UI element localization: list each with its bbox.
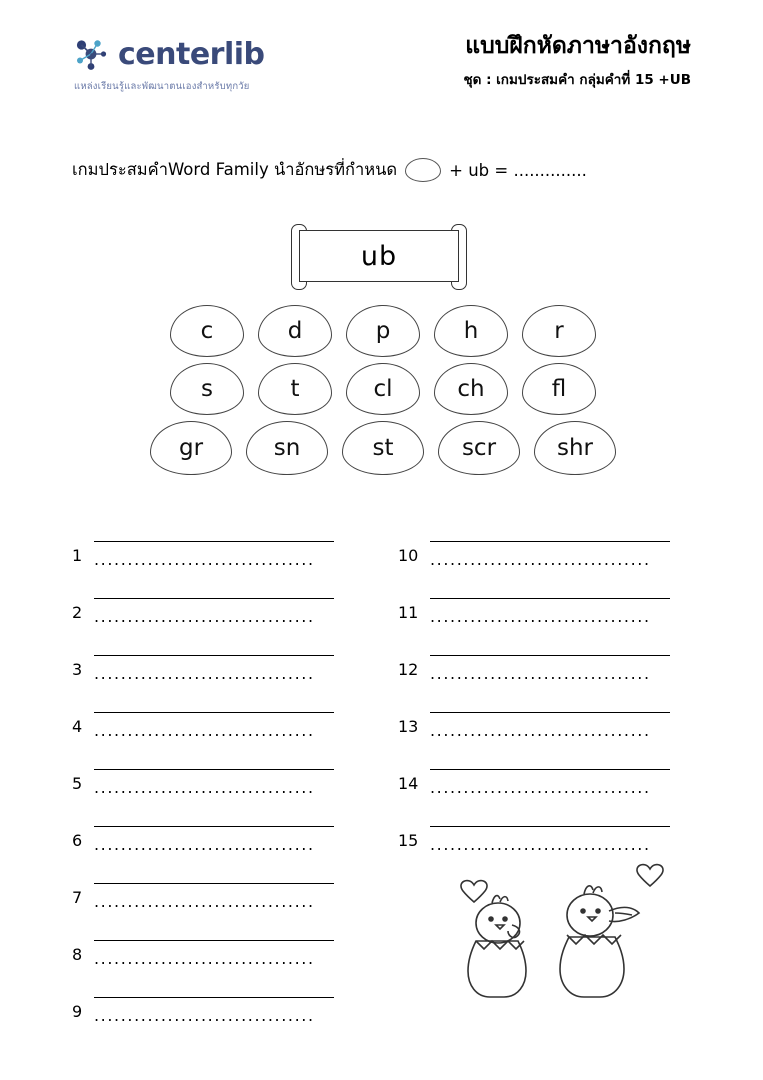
- answer-number: 12: [398, 660, 419, 679]
- answer-item: [72, 569, 342, 626]
- answer-number: 8: [72, 945, 83, 964]
- letter-egg-grid: [128, 305, 638, 481]
- letter-egg[interactable]: sn: [246, 421, 328, 475]
- answer-number: 7: [72, 888, 83, 907]
- answer-dots: .................................: [430, 783, 651, 795]
- word-family-banner: [289, 224, 469, 290]
- heart-icon: [637, 865, 663, 886]
- answer-rule: [430, 598, 670, 599]
- letter-egg[interactable]: shr: [534, 421, 616, 475]
- answer-column-right: [398, 512, 668, 854]
- letter-egg[interactable]: c: [170, 305, 244, 357]
- egg-row-2: [128, 363, 638, 415]
- answer-write-line[interactable]: [430, 541, 670, 567]
- answer-rule: [94, 712, 334, 713]
- letter-egg[interactable]: fl: [522, 363, 596, 415]
- answer-item: [72, 911, 342, 968]
- answer-rule: [430, 769, 670, 770]
- letter-egg[interactable]: d: [258, 305, 332, 357]
- answer-rule: [94, 769, 334, 770]
- egg-blank-icon: [405, 158, 441, 182]
- answer-number: 2: [72, 603, 83, 622]
- chicks-hatching-illustration: [452, 845, 682, 1005]
- answer-write-line[interactable]: [94, 655, 334, 681]
- page-subtitle: ชุด : เกมประสมคำ กลุ่มคำที่ 15 +UB: [463, 71, 691, 88]
- answer-write-line[interactable]: [430, 712, 670, 738]
- answer-write-line[interactable]: [430, 655, 670, 681]
- letter-egg[interactable]: scr: [438, 421, 520, 475]
- page-header: [0, 28, 763, 108]
- letter-egg[interactable]: cl: [346, 363, 420, 415]
- egg-row-3: [128, 421, 638, 475]
- answer-dots: .................................: [430, 555, 651, 567]
- answer-number: 11: [398, 603, 419, 622]
- answer-number: 13: [398, 717, 419, 736]
- answer-write-line[interactable]: [94, 769, 334, 795]
- answer-column-left: [72, 512, 342, 1025]
- answer-item: [398, 569, 668, 626]
- answer-rule: [94, 826, 334, 827]
- answer-number: 3: [72, 660, 83, 679]
- answer-dots: .................................: [94, 897, 315, 909]
- answer-number: 4: [72, 717, 83, 736]
- answer-rule: [94, 883, 334, 884]
- answer-dots: .................................: [430, 726, 651, 738]
- instruction-line: [72, 157, 692, 183]
- answer-dots: .................................: [430, 669, 651, 681]
- answer-dots: .................................: [94, 1011, 315, 1023]
- answer-dots: .................................: [430, 840, 651, 852]
- centerlib-logo-icon: [72, 36, 110, 74]
- answer-item: [398, 512, 668, 569]
- chick-right: [560, 886, 639, 997]
- letter-egg[interactable]: t: [258, 363, 332, 415]
- answer-number: 9: [72, 1002, 83, 1021]
- letter-egg[interactable]: r: [522, 305, 596, 357]
- answer-item: [72, 797, 342, 854]
- answer-number: 1: [72, 546, 83, 565]
- answer-dots: .................................: [94, 840, 315, 852]
- answer-item: [398, 683, 668, 740]
- answer-item: [72, 968, 342, 1025]
- answer-number: 6: [72, 831, 83, 850]
- banner-body: [299, 230, 459, 282]
- answer-dots: .................................: [430, 612, 651, 624]
- answer-write-line[interactable]: [94, 712, 334, 738]
- page-title: แบบฝึกหัดภาษาอังกฤษ: [465, 33, 691, 59]
- instruction-text-after: + ub = ..............: [449, 160, 587, 180]
- letter-egg[interactable]: ch: [434, 363, 508, 415]
- answer-rule: [94, 541, 334, 542]
- answer-rule: [430, 655, 670, 656]
- answer-rule: [94, 598, 334, 599]
- answer-write-line[interactable]: [94, 883, 334, 909]
- answer-write-line[interactable]: [94, 997, 334, 1023]
- answer-rule: [430, 712, 670, 713]
- answer-write-line[interactable]: [94, 826, 334, 852]
- answer-dots: .................................: [94, 726, 315, 738]
- letter-egg[interactable]: st: [342, 421, 424, 475]
- answer-dots: .................................: [94, 555, 315, 567]
- answer-dots: .................................: [94, 669, 315, 681]
- answer-item: [72, 626, 342, 683]
- letter-egg[interactable]: p: [346, 305, 420, 357]
- worksheet-title-block: [271, 32, 691, 90]
- answer-item: [398, 626, 668, 683]
- letter-egg[interactable]: s: [170, 363, 244, 415]
- answer-number: 5: [72, 774, 83, 793]
- answer-item: [72, 740, 342, 797]
- brand-tagline: แหล่งเรียนรู้และพัฒนาตนเองสำหรับทุกวัย: [74, 81, 250, 92]
- answer-rule: [94, 940, 334, 941]
- answer-rule: [94, 997, 334, 998]
- answer-dots: .................................: [94, 954, 315, 966]
- letter-egg[interactable]: h: [434, 305, 508, 357]
- answer-dots: .................................: [94, 783, 315, 795]
- answer-rule: [430, 541, 670, 542]
- answer-item: [398, 740, 668, 797]
- chick-left: [468, 896, 526, 997]
- word-family-text: ub: [360, 240, 398, 272]
- instruction-text-before: เกมประสมคำWord Family นำอักษรที่กำหนด: [72, 160, 398, 179]
- answer-dots: .................................: [94, 612, 315, 624]
- answer-item: [72, 854, 342, 911]
- answer-item: [72, 683, 342, 740]
- egg-row-1: [128, 305, 638, 357]
- answer-number: 10: [398, 546, 419, 565]
- answer-write-line[interactable]: [94, 598, 334, 624]
- answer-write-line[interactable]: [94, 541, 334, 567]
- brand-name: centerlib: [118, 37, 265, 72]
- letter-egg[interactable]: gr: [150, 421, 232, 475]
- answer-write-line[interactable]: [430, 769, 670, 795]
- answer-write-line[interactable]: [430, 598, 670, 624]
- answer-rule: [94, 655, 334, 656]
- answer-write-line[interactable]: [94, 940, 334, 966]
- answer-rule: [430, 826, 670, 827]
- answer-number: 14: [398, 774, 419, 793]
- answer-number: 15: [398, 831, 419, 850]
- answer-item: [72, 512, 342, 569]
- heart-icon: [461, 881, 487, 902]
